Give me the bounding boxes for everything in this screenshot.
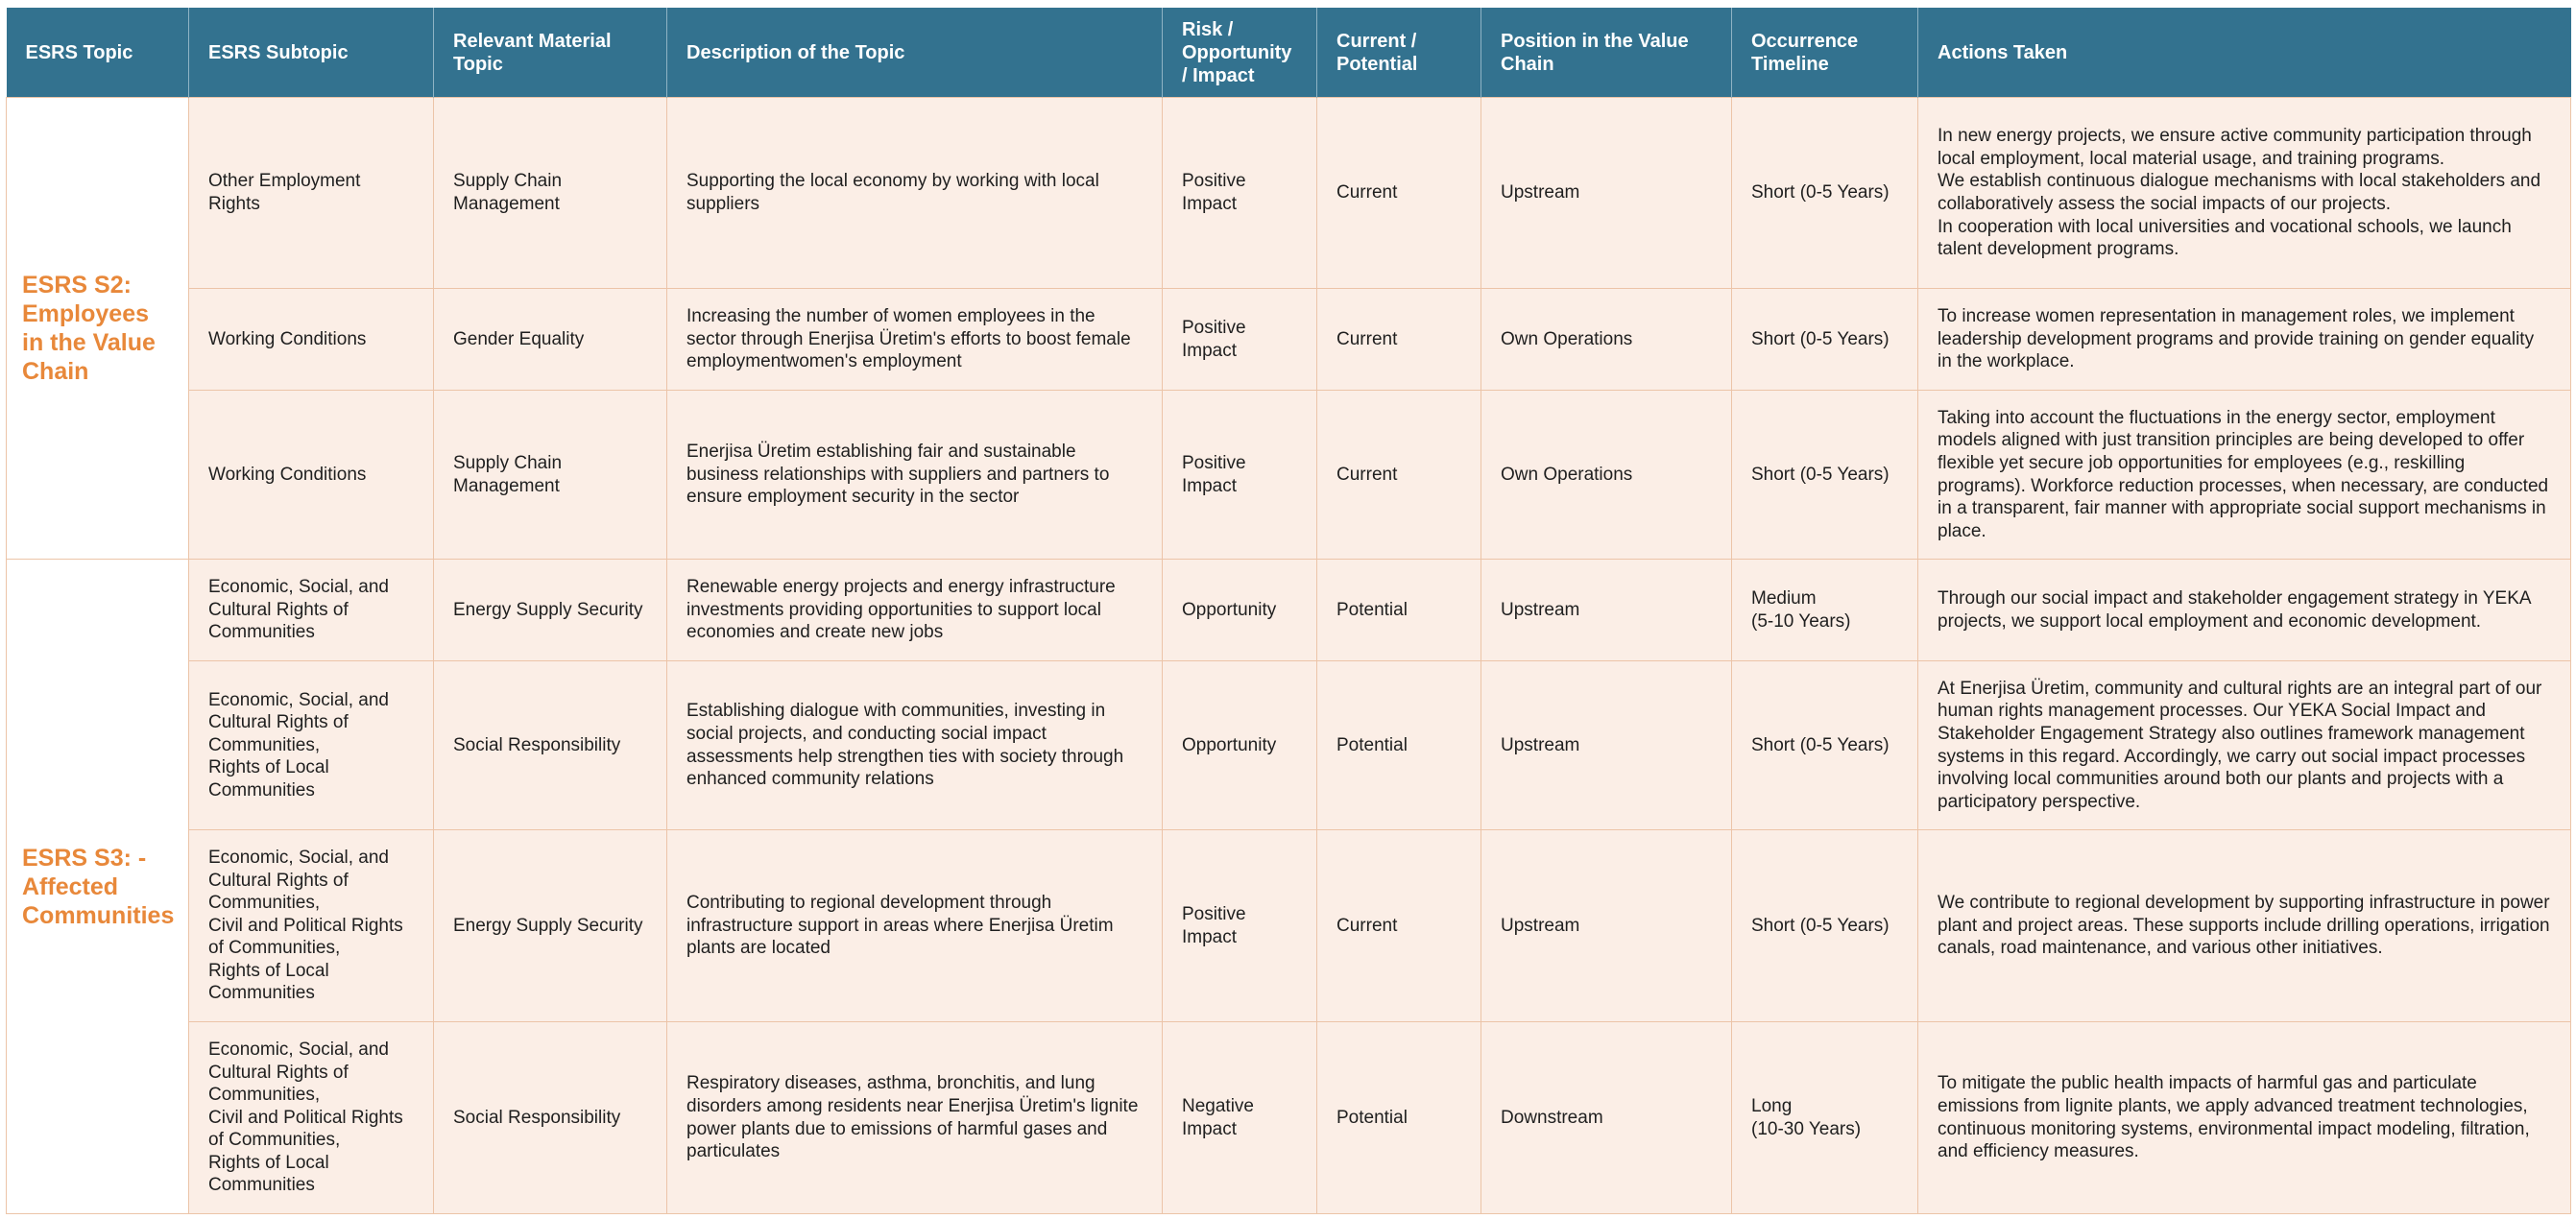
header-risk-opportunity-impact: Risk / Opportunity / Impact [1163, 8, 1317, 98]
cell-value-chain-position: Downstream [1481, 1022, 1732, 1214]
header-current-potential: Current / Potential [1317, 8, 1481, 98]
table-row [7, 661, 2571, 830]
cell-description: Supporting the local economy by working with local suppliers [667, 98, 1163, 289]
cell-occurrence-timeline: Long (10-30 Years) [1732, 1022, 1918, 1214]
cell-risk-opportunity-impact: Positive Impact [1163, 289, 1317, 391]
cell-material-topic: Social Responsibility [434, 1022, 667, 1214]
cell-subtopic: Working Conditions [189, 391, 434, 560]
cell-risk-opportunity-impact: Positive Impact [1163, 98, 1317, 289]
cell-subtopic: Working Conditions [189, 289, 434, 391]
header-relevant-material-topic: Relevant Material Topic [434, 8, 667, 98]
cell-actions-taken: To increase women representation in management roles, we implement leadership development programs and provide training on gender equality in the workplace. [1918, 289, 2571, 391]
cell-value-chain-position: Own Operations [1481, 289, 1732, 391]
cell-value-chain-position: Upstream [1481, 830, 1732, 1022]
cell-material-topic: Supply Chain Management [434, 98, 667, 289]
cell-occurrence-timeline: Medium (5-10 Years) [1732, 560, 1918, 661]
cell-value-chain-position: Upstream [1481, 98, 1732, 289]
cell-risk-opportunity-impact: Negative Impact [1163, 1022, 1317, 1214]
cell-current-potential: Potential [1317, 1022, 1481, 1214]
cell-subtopic: Economic, Social, and Cultural Rights of Communities [189, 560, 434, 661]
cell-actions-taken: To mitigate the public health impacts of harmful gas and particulate emissions from lignite plants, we apply advanced treatment technologies, continuous monitoring systems, environmental impact modeling, filtration, and efficiency measures. [1918, 1022, 2571, 1214]
header-esrs-subtopic: ESRS Subtopic [189, 8, 434, 98]
cell-occurrence-timeline: Short (0-5 Years) [1732, 391, 1918, 560]
cell-subtopic: Other Employment Rights [189, 98, 434, 289]
cell-risk-opportunity-impact: Opportunity [1163, 560, 1317, 661]
cell-actions-taken: In new energy projects, we ensure active community participation through local employment, local material usage, and training programs. We establish continuous dialogue mechanisms with local stakeholders and collaboratively assess the social impacts of our projects. In cooperation with local universities and vocational schools, we launch talent development programs. [1918, 98, 2571, 289]
table-row [7, 289, 2571, 391]
cell-description: Enerjisa Üretim establishing fair and sustainable business relationships with suppliers and partners to ensure employment security in the sector [667, 391, 1163, 560]
cell-current-potential: Potential [1317, 560, 1481, 661]
cell-current-potential: Current [1317, 830, 1481, 1022]
cell-description: Contributing to regional development through infrastructure support in areas where Enerjisa Üretim plants are located [667, 830, 1163, 1022]
topic-s3: ESRS S3: - Affected Communities [7, 560, 189, 1214]
cell-material-topic: Energy Supply Security [434, 560, 667, 661]
cell-value-chain-position: Own Operations [1481, 391, 1732, 560]
cell-description: Increasing the number of women employees in the sector through Enerjisa Üretim's efforts to boost female employmentwomen's employment [667, 289, 1163, 391]
cell-material-topic: Social Responsibility [434, 661, 667, 830]
cell-current-potential: Current [1317, 289, 1481, 391]
cell-value-chain-position: Upstream [1481, 661, 1732, 830]
header-description: Description of the Topic [667, 8, 1163, 98]
cell-actions-taken: We contribute to regional development by supporting infrastructure in power plant and project areas. These supports include drilling operations, irrigation canals, road maintenance, and various other initiatives. [1918, 830, 2571, 1022]
header-esrs-topic: ESRS Topic [7, 8, 189, 98]
cell-subtopic: Economic, Social, and Cultural Rights of Communities, Rights of Local Communities [189, 661, 434, 830]
cell-material-topic: Energy Supply Security [434, 830, 667, 1022]
cell-actions-taken: Through our social impact and stakeholder engagement strategy in YEKA projects, we support local employment and economic development. [1918, 560, 2571, 661]
table-row [7, 830, 2571, 1022]
cell-material-topic: Gender Equality [434, 289, 667, 391]
cell-current-potential: Potential [1317, 661, 1481, 830]
cell-subtopic: Economic, Social, and Cultural Rights of Communities, Civil and Political Rights of Communities, Rights of Local Communities [189, 1022, 434, 1214]
table-row [7, 1022, 2571, 1214]
cell-description: Respiratory diseases, asthma, bronchitis, and lung disorders among residents near Enerjisa Üretim's lignite power plants due to emissions of harmful gases and particulates [667, 1022, 1163, 1214]
table-row [7, 560, 2571, 661]
table-header-row [7, 8, 2571, 98]
cell-description: Renewable energy projects and energy infrastructure investments providing opportunities to support local economies and create new jobs [667, 560, 1163, 661]
esrs-table-container [6, 8, 2570, 1214]
cell-current-potential: Current [1317, 98, 1481, 289]
cell-material-topic: Supply Chain Management [434, 391, 667, 560]
table-row [7, 391, 2571, 560]
cell-value-chain-position: Upstream [1481, 560, 1732, 661]
cell-risk-opportunity-impact: Positive Impact [1163, 830, 1317, 1022]
cell-occurrence-timeline: Short (0-5 Years) [1732, 289, 1918, 391]
header-occurrence-timeline: Occurrence Timeline [1732, 8, 1918, 98]
cell-occurrence-timeline: Short (0-5 Years) [1732, 830, 1918, 1022]
cell-description: Establishing dialogue with communities, investing in social projects, and conducting social impact assessments help strengthen ties with society through enhanced community relations [667, 661, 1163, 830]
cell-actions-taken: At Enerjisa Üretim, community and cultural rights are an integral part of our human rights management processes. Our YEKA Social Impact and Stakeholder Engagement Strategy also outlines framework management systems in this regard. Accordingly, we carry out social impact processes involving local communities around both our plants and projects with a participatory perspective. [1918, 661, 2571, 830]
header-value-chain-position: Position in the Value Chain [1481, 8, 1732, 98]
cell-occurrence-timeline: Short (0-5 Years) [1732, 98, 1918, 289]
cell-subtopic: Economic, Social, and Cultural Rights of Communities, Civil and Political Rights of Communities, Rights of Local Communities [189, 830, 434, 1022]
cell-actions-taken: Taking into account the fluctuations in the energy sector, employment models aligned with just transition principles are being developed to offer flexible yet secure job opportunities for employees (e.g., reskilling programs). Workforce reduction processes, when necessary, are conducted in a transparent, fair manner with appropriate social support mechanisms in place. [1918, 391, 2571, 560]
table-row [7, 98, 2571, 289]
topic-s2: ESRS S2: Employees in the Value Chain [7, 98, 189, 560]
cell-current-potential: Current [1317, 391, 1481, 560]
esrs-material-topics-table [6, 8, 2571, 1214]
header-actions-taken: Actions Taken [1918, 8, 2571, 98]
cell-risk-opportunity-impact: Positive Impact [1163, 391, 1317, 560]
cell-occurrence-timeline: Short (0-5 Years) [1732, 661, 1918, 830]
cell-risk-opportunity-impact: Opportunity [1163, 661, 1317, 830]
